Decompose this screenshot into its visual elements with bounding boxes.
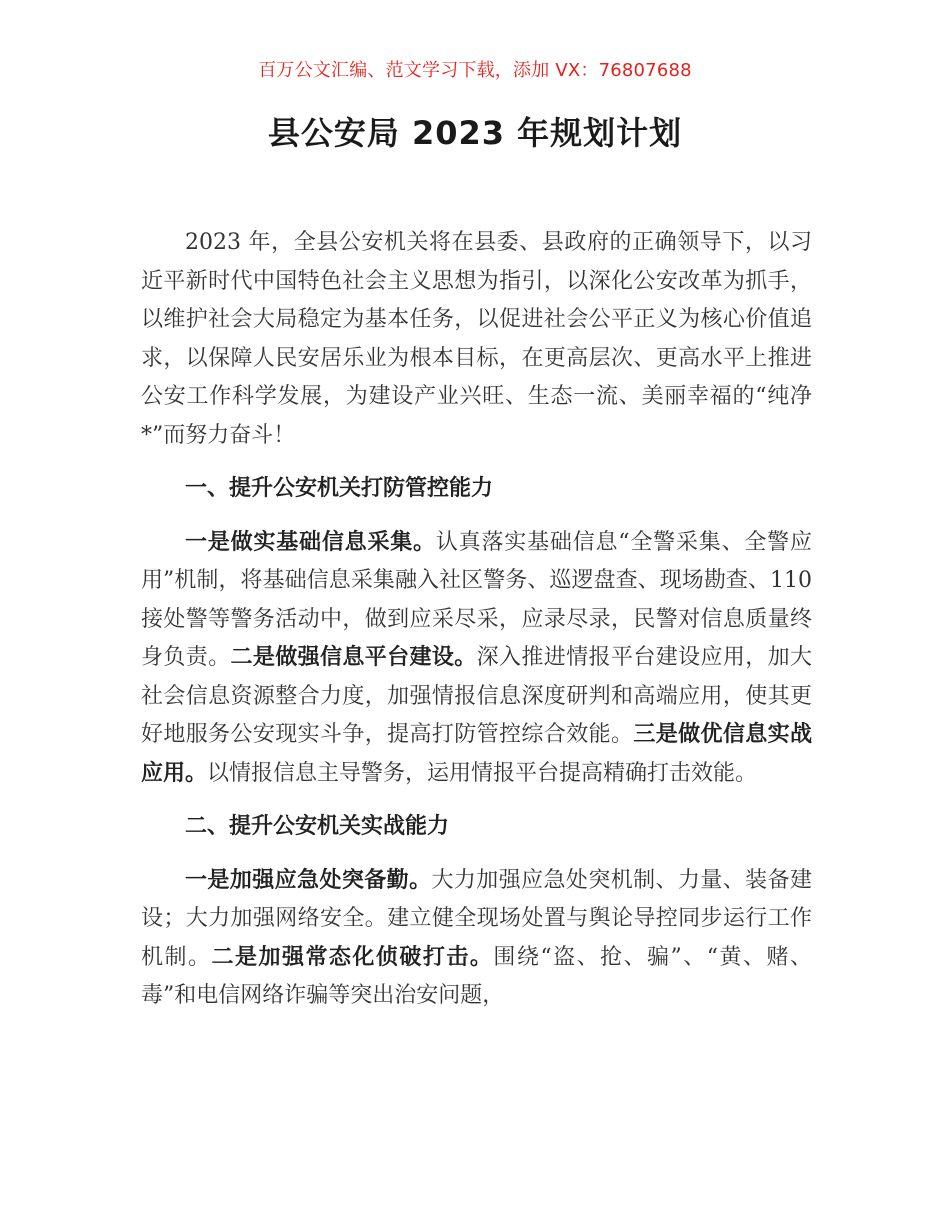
section-1-lead-1: 一是做实基础信息采集。 [185,529,436,555]
section-1-heading: 一、提升公安机关打防管控能力 [185,476,494,501]
document-title: 县公安局 2023 年规划计划 [267,114,683,152]
section-1-lead-2: 二是做强信息平台建设。 [230,645,477,670]
section-1-lead-3: 三是做优信息实战应用。 [141,722,812,786]
section-2-text-1: 大力加强应急处突机制、力量、装备建设；大力加强网络安全。建立健全现场处置与舆论导控同步运行工作机制。 [141,867,812,970]
section-2-lead-2: 二是加强常态化侦破打击。 [211,944,494,970]
section-2-lead-1: 一是加强应急处突备勤。 [185,867,432,893]
section-2-paragraph [141,862,812,1016]
header-note: 百万公文汇编、范文学习下载，添加 VX：76807688 [258,60,692,81]
intro-paragraph: 2023 年，全县公安机关将在县委、县政府的正确领导下，以习近平新时代中国特色社会主义思想为指引，以深化公安改革为抓手，以维护社会大局稳定为基本任务，以促进社会公平正义为核心价值追求，以保障人民安居乐业为根本目标，在更高层次、更高水平上推进公安工作科学发展，为建设产业兴旺、生态一流、美丽幸福的“纯净*”而努力奋斗！ [141,230,812,448]
section-2-text-2: 围绕“盗、抢、骗”、“黄、赌、毒”和电信网络诈骗等突出治安问题， [141,944,812,1008]
section-1-paragraph [141,524,812,794]
section-1-text-1: 认真落实基础信息“全警采集、全警应用”机制，将基础信息采集融入社区警务、巡逻盘查、现场勘查、110 接处警等警务活动中，做到应采尽采，应录尽录，民警对信息质量终身负责。 [141,529,812,670]
section-1-text-2: 深入推进情报平台建设应用，加大社会信息资源整合力度，加强情报信息深度研判和高端应用，使其更好地服务公安现实斗争，提高打防管控综合效能。 [141,645,812,747]
section-1-text-3: 以情报信息主导警务，运用情报平台提高精确打击效能。 [207,760,758,786]
section-2-heading: 二、提升公安机关实战能力 [185,814,450,839]
document-body [141,224,812,1031]
